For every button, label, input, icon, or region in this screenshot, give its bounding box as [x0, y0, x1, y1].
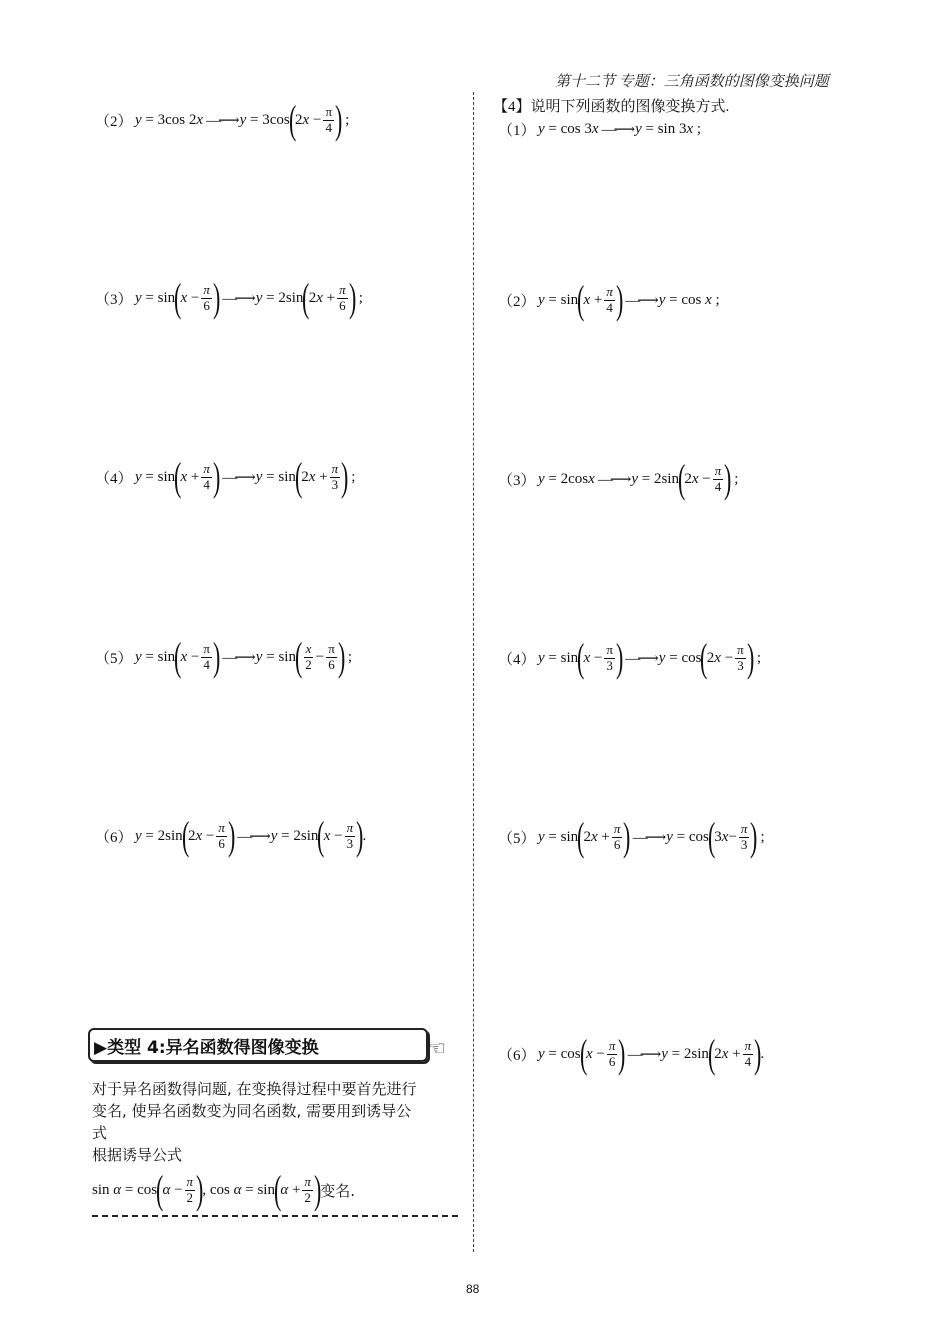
right-item-3: （3） y = 2 cos x —⟶ y = 2 sin ( 2 x − $\frac{\pi}{4}$ ) ; — [498, 456, 739, 501]
page-number: 88 — [466, 1282, 480, 1296]
right-item-2: （2） y = sin ( x + $\frac{\pi}{4}$ ) —⟶ y = cos x ; — [498, 277, 720, 322]
right-item-4: （4） y = sin ( x − $\frac{\pi}{3}$ ) —⟶ y = cos ( 2 x − $\frac{\pi}{3}$ ) ; — [498, 635, 761, 680]
pointing-hand-icon: ☜ — [428, 1038, 446, 1060]
item-number: （3） — [95, 291, 133, 308]
column-divider — [473, 92, 474, 1252]
type-4-heading-box: ▶类型 4:异名函数得图像变换 — [88, 1028, 428, 1062]
left-item-5: （5） y = sin ( x − $\frac{\pi}{4}$ ) —⟶ y = sin ( $\frac{x}{2}$ − $\frac{\pi}{6}$ ) ; — [95, 634, 353, 679]
item-number: （6） — [95, 829, 133, 846]
left-item-2: （2） y = 3 cos 2 x —⟶ y = 3 cos ( 2 x − $\frac{\pi}{4}$ ) ; — [95, 97, 350, 142]
item-number: （2） — [498, 293, 536, 310]
item-number: （3） — [498, 472, 536, 489]
item-number: （4） — [498, 651, 536, 668]
paragraph-line-4: 根据诱导公式 — [92, 1146, 183, 1164]
paragraph-line-1: 对于异名函数得问题, 在变换得过程中要首先进行 — [92, 1080, 417, 1098]
paragraph-line-2: 变名, 使异名函数变为同名函数, 需要用到诱导公 — [92, 1102, 412, 1120]
dashed-rule — [92, 1215, 458, 1217]
item-number: （5） — [95, 650, 133, 667]
left-item-6: （6） y = 2 sin ( 2 x − $\frac{\pi}{6}$ ) —⟶ y = 2 sin ( x − $\frac{\pi}{3}$ ) . — [95, 813, 367, 858]
paragraph-line-3: 式 — [92, 1124, 108, 1142]
left-item-4: （4） y = sin ( x + $\frac{\pi}{4}$ ) —⟶ y = sin ( 2 x + $\frac{\pi}{3}$ ) ; — [95, 454, 356, 499]
induction-formula: sin α = cos ( α − $\frac{\pi}{2}$ ) , cos α = sin ( α + $\frac{\pi}{2}$ ) 变名. — [92, 1167, 356, 1212]
left-item-3: （3） y = sin ( x − $\frac{\pi}{6}$ ) —⟶ y = 2 sin ( 2 x + $\frac{\pi}{6}$ ) ; — [95, 275, 363, 320]
formula-tail: 变名. — [320, 1181, 356, 1200]
section-4-title: 【4】说明下列函数的图像变换方式. — [493, 99, 730, 115]
item-number: （5） — [498, 830, 536, 847]
item-number: （6） — [498, 1047, 536, 1064]
right-item-6: （6） y = cos ( x − $\frac{\pi}{6}$ ) —⟶ y = 2 sin ( 2 x + $\frac{\pi}{4}$ ) . — [498, 1031, 765, 1076]
right-item-1: （1） y = cos 3 x —⟶ y = sin 3 x ; — [498, 121, 702, 139]
item-number: （1） — [498, 123, 536, 139]
right-item-5: （5） y = sin ( 2 x + $\frac{\pi}{6}$ ) —⟶ y = cos ( 3 x − $\frac{\pi}{3}$ ) ; — [498, 814, 765, 859]
item-number: （4） — [95, 470, 133, 487]
item-number: （2） — [95, 113, 133, 130]
page-header: 第十二节 专题：三角函数的图像变换问题 — [555, 74, 829, 90]
